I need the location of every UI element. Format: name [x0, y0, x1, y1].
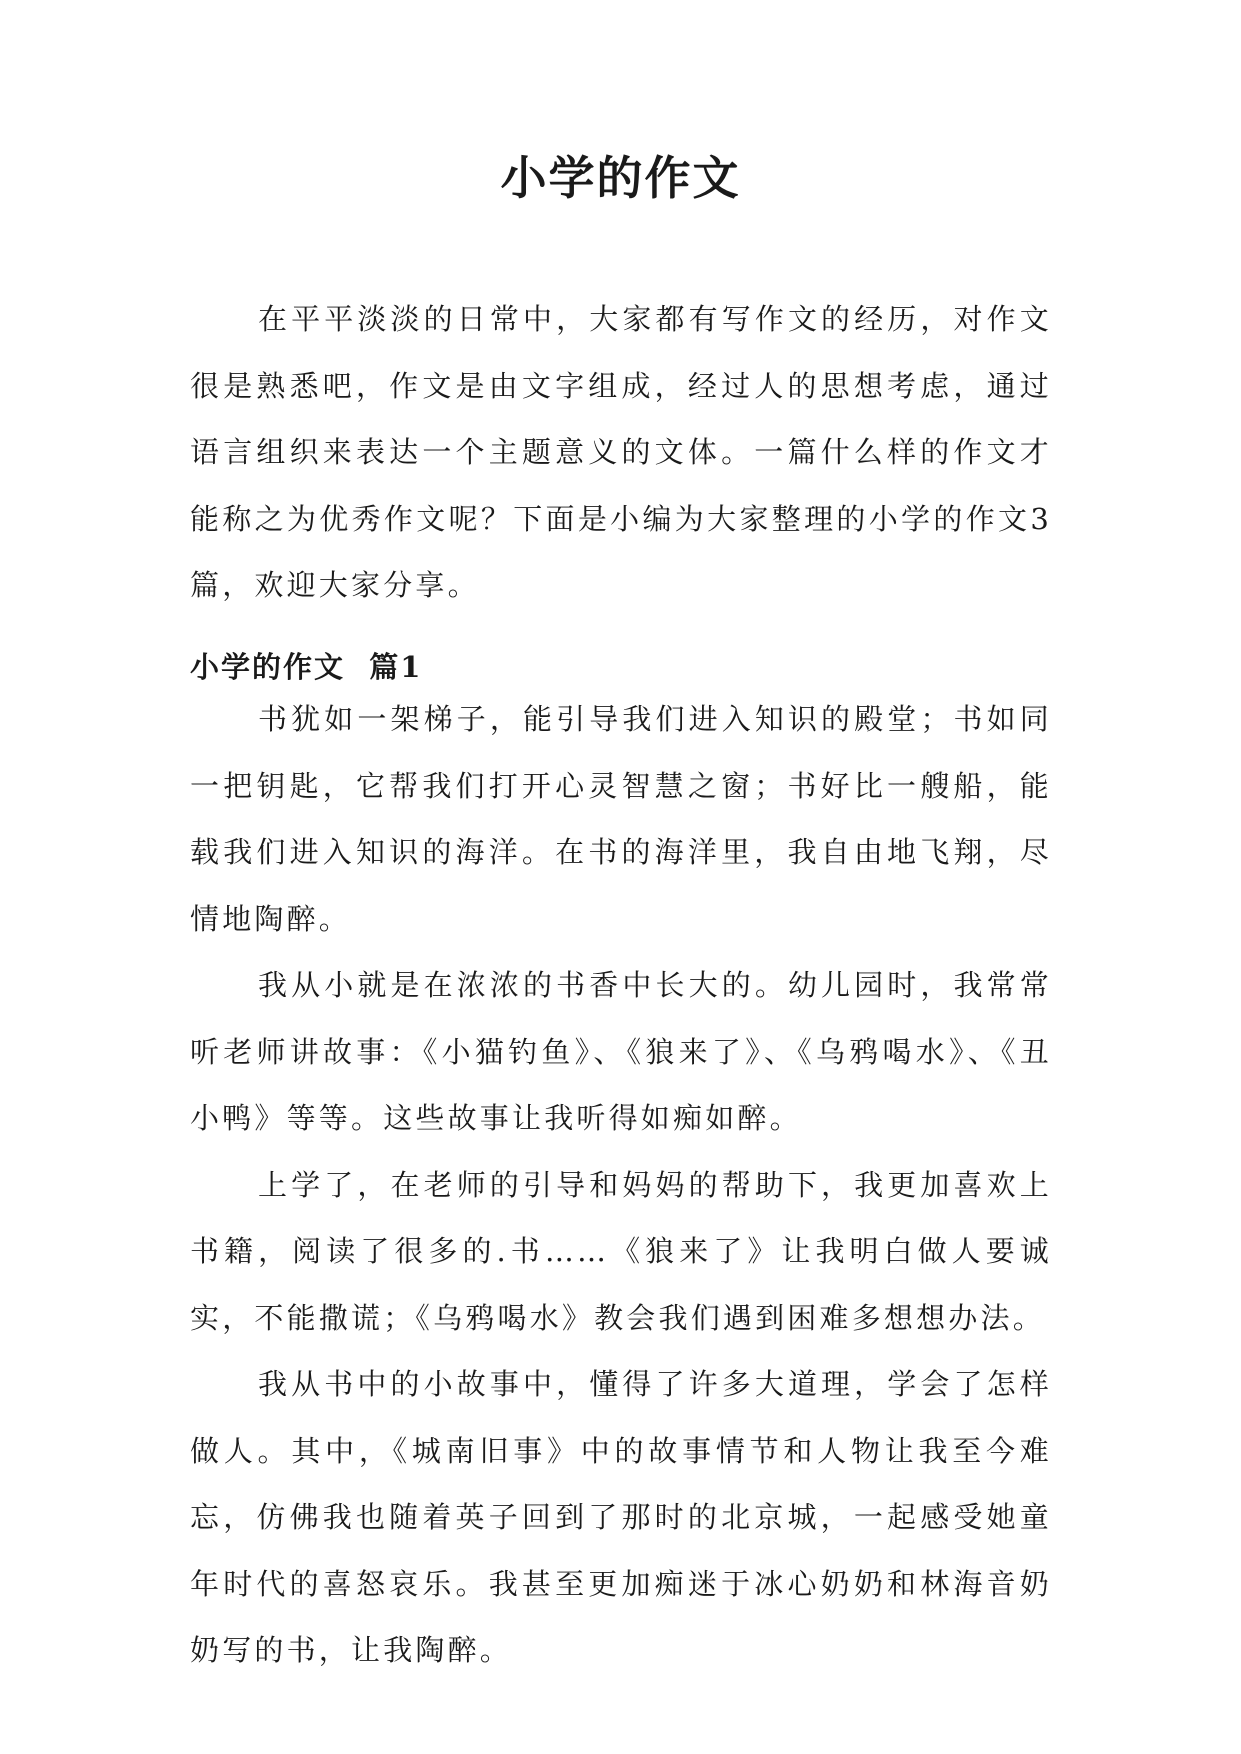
section-paragraph: 书犹如一架梯子，能引导我们进入知识的殿堂；书如同一把钥匙，它帮我们打开心灵智慧之窗；书好比一艘船，能载我们进入知识的海洋。在书的海洋里，我自由地飞翔，尽情地陶醉。: [190, 702, 1052, 936]
section-heading: 小学的作文 篇1: [190, 650, 423, 684]
intro-paragraph: 在平平淡淡的日常中，大家都有写作文的经历，对作文很是熟悉吧，作文是由文字组成，经过人的思想考虑，通过语言组织来表达一个主题意义的文体。一篇什么样的作文才能称之为优秀作文呢？下面是小编为大家整理的小学的作文3篇，欢迎大家分享。: [190, 302, 1052, 602]
section-paragraph: 我从书中的小故事中，懂得了许多大道理，学会了怎样做人。其中，《城南旧事》中的故事情节和人物让我至今难忘，仿佛我也随着英子回到了那时的北京城，一起感受她童年时代的喜怒哀乐。我甚至更加痴迷于冰心奶奶和林海音奶奶写的书，让我陶醉。: [190, 1367, 1052, 1667]
section-paragraph: 我从小就是在浓浓的书香中长大的。幼儿园时，我常常听老师讲故事：《小猫钓鱼》、《狼来了》、《乌鸦喝水》、《丑小鸭》等等。这些故事让我听得如痴如醉。: [190, 968, 1052, 1135]
document-title: 小学的作文: [500, 151, 741, 205]
section-paragraph: 上学了，在老师的引导和妈妈的帮助下，我更加喜欢上书籍，阅读了很多的.书……《狼来了》让我明白做人要诚实，不能撒谎；《乌鸦喝水》教会我们遇到困难多想想办法。: [190, 1167, 1052, 1335]
section-body: [190, 686, 1052, 1684]
